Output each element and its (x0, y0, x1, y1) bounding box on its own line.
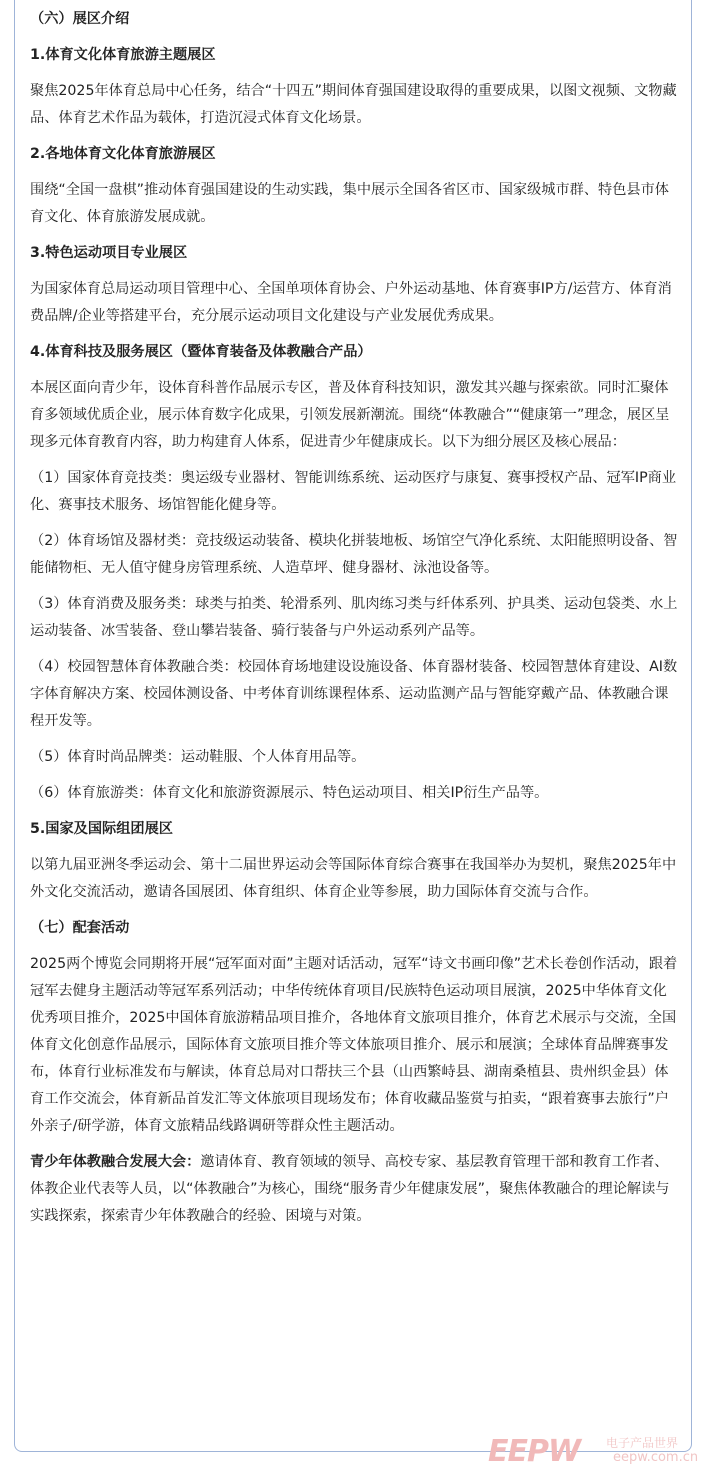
article-content (30, 6, 680, 1239)
youth-conference-paragraph (30, 1149, 680, 1230)
zone-5-title: 5.国家及国际组团展区 (30, 821, 173, 837)
zone-4-item: （5）体育时尚品牌类：运动鞋服、个人体育用品等。 (30, 749, 366, 765)
zone-2-title: 2.各地体育文化体育旅游展区 (30, 146, 216, 162)
section-title-activities: （七）配套活动 (30, 920, 130, 936)
activities-body: 2025两个博览会同期将开展“冠军面对面”主题对话活动，冠军“诗文书画印像”艺术长卷创作活动，跟着冠军去健身主题活动等冠军系列活动；中华传统体育项目/民族特色运动项目展演，2025中华体育文化优秀项目推介，2025中国体育旅游精品项目推介，各地体育文旅项目推介，体育艺术展示与交流，全国体育文化创意作品展示，国际体育文旅项目推介等文体旅项目推介、展示和展演；全球体育品牌赛事发布，体育行业标准发布与解读，体育总局对口帮扶三个县（山西繁峙县、湖南桑植县、贵州织金县）体育工作交流会，体育新品首发汇等文体旅项目现场发布；体育收藏品鉴赏与拍卖，“跟着赛事去旅行”户外亲子/研学游，体育文旅精品线路调研等群众性主题活动。 (30, 956, 678, 1134)
zone-3-title: 3.特色运动项目专业展区 (30, 245, 188, 261)
zone-4-title: 4.体育科技及服务展区（暨体育装备及体教融合产品） (30, 344, 372, 360)
eepw-logo: EEPW (488, 1434, 581, 1469)
zone-4-item: （4）校园智慧体育体教融合类：校园体育场地建设设施设备、体育器材装备、校园智慧体育建设、AI数字体育解决方案、校园体测设备、中考体育训练课程体系、运动监测产品与智能穿戴产品、体教融合课程开发等。 (30, 659, 678, 729)
zone-1-body: 聚焦2025年体育总局中心任务，结合“十四五”期间体育强国建设取得的重要成果，以图文视频、文物藏品、体育艺术作品为载体，打造沉浸式体育文化场景。 (30, 83, 677, 126)
zone-4-body: 本展区面向青少年，设体育科普作品展示专区，普及体育科技知识，激发其兴趣与探索欲。同时汇聚体育多领域优质企业，展示体育数字化成果，引领发展新潮流。围绕“体教融合”“健康第一”理念，展区呈现多元体育教育内容，助力构建育人体系，促进青少年健康成长。以下为细分展区及核心展品： (30, 380, 670, 450)
zone-4-item: （1）国家体育竞技类：奥运级专业器材、智能训练系统、运动医疗与康复、赛事授权产品、冠军IP商业化、赛事技术服务、场馆智能化健身等。 (30, 470, 677, 513)
zone-3-body: 为国家体育总局运动项目管理中心、全国单项体育协会、户外运动基地、体育赛事IP方/运营方、体育消费品牌/企业等搭建平台，充分展示运动项目文化建设与产业发展优秀成果。 (30, 281, 672, 324)
youth-conference-lead: 青少年体教融合发展大会： (30, 1154, 201, 1170)
zone-1-title: 1.体育文化体育旅游主题展区 (30, 47, 216, 63)
zone-4-item: （2）体育场馆及器材类：竞技级运动装备、模块化拼装地板、场馆空气净化系统、太阳能照明设备、智能储物柜、无人值守健身房管理系统、人造草坪、健身器材、泳池设备等。 (30, 533, 678, 576)
eepw-watermark (488, 1434, 699, 1469)
zone-4-item: （6）体育旅游类：体育文化和旅游资源展示、特色运动项目、相关IP衍生产品等。 (30, 785, 549, 801)
zone-2-body: 围绕“全国一盘棋”推动体育强国建设的生动实践，集中展示全国各省区市、国家级城市群、特色县市体育文化、体育旅游发展成就。 (30, 182, 669, 225)
zone-4-item: （3）体育消费及服务类：球类与拍类、轮滑系列、肌肉练习类与纤体系列、护具类、运动包袋类、水上运动装备、冰雪装备、登山攀岩装备、骑行装备与户外运动系列产品等。 (30, 596, 678, 639)
watermark-site-name: 电子产品世界 (606, 1436, 679, 1450)
zone-5-body: 以第九届亚洲冬季运动会、第十二届世界运动会等国际体育综合赛事在我国举办为契机，聚焦2025年中外文化交流活动，邀请各国展团、体育组织、体育企业等参展，助力国际体育交流与合作。 (30, 857, 677, 900)
youth-conference-body: 邀请体育、教育领域的领导、高校专家、基层教育管理干部和教育工作者、体教企业代表等人员，以“体教融合”为核心，围绕“服务青少年健康发展”，聚焦体教融合的理论解读与实践探索，探索青少年体教融合的经验、困境与对策。 (30, 1154, 670, 1224)
section-title-exhibition-areas: （六）展区介绍 (30, 11, 130, 27)
watermark-url: eepw.com.cn (613, 1450, 699, 1465)
